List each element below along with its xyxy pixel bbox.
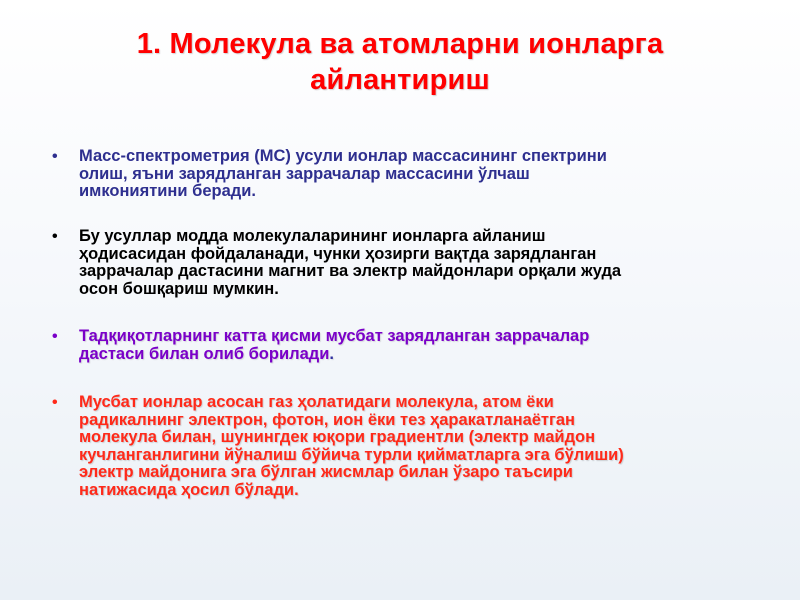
bullet-line: дастаси билан олиб борилади [79, 344, 330, 363]
slide-title-line-2: айлантириш [310, 64, 490, 96]
bullet-line: Мусбат ионлар асосан газ ҳолатидаги молекула, атом ёки [79, 393, 554, 411]
bullet-line: олиш, яъни зарядланган заррачалар массасини ўлчаш [79, 164, 530, 183]
bullet-line: натижасида ҳосил бўлади. [79, 480, 299, 499]
bullet-line: имкониятини беради. [79, 182, 256, 200]
bullet-line: электр майдонига эга бўлган жисмлар билан ўзаро таъсири [79, 463, 573, 481]
bullet-text [79, 328, 759, 363]
bullet-marker: • [52, 394, 58, 411]
bullet-marker: • [52, 228, 58, 245]
bullet-marker: • [52, 328, 58, 345]
bullet-line: заррачалар дастасини магнит ва электр майдонлари орқали жуда [79, 262, 622, 280]
bullet-line: радикалнинг электрон, фотон, ион ёки тез ҳаракатланаётган [79, 410, 576, 429]
bullet-text [79, 228, 759, 298]
slide-title-line-1: 1. Молекула ва атомларни ионларга [136, 28, 664, 60]
bullet-line: Бу усуллар модда молекулаларининг ионларга айланиш [79, 227, 546, 245]
slide-title [60, 26, 740, 98]
bullet-marker: • [52, 148, 58, 165]
bullet-line: ҳодисасидан фойдаланади, чунки ҳозирги вақтда зарядланган [79, 244, 597, 263]
bullet-line: молекула билан, шунингдек юқори градиентли (электр майдон [79, 428, 596, 446]
bullet-text [79, 394, 759, 499]
bullet-text [79, 148, 759, 201]
bullet-line: Тадқиқотларнинг катта қисми мусбат зарядланган заррачалар [79, 327, 590, 345]
bullet-line: осон бошқариш мумкин. [79, 279, 279, 298]
bullet-trailing-period: . [329, 344, 334, 363]
bullet-line: кучланганлигини йўналиш бўйича турли қийматларга эга бўлиши) [79, 445, 624, 464]
bullet-line: Масс-спектрометрия (МС) усули ионлар массасининг спектрини [79, 147, 607, 165]
